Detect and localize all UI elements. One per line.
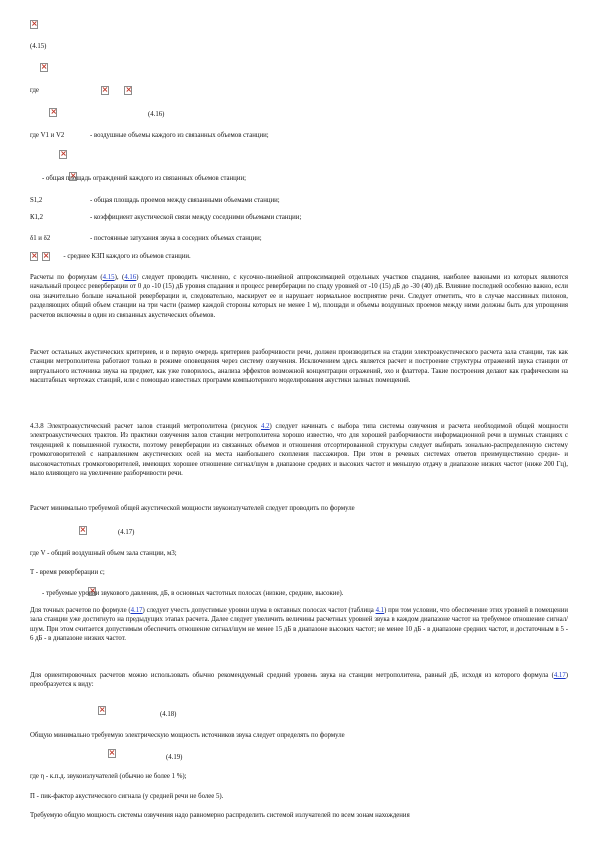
term-name: где V1 и V2 [30, 132, 65, 139]
paragraph: Требуемую общую мощность системы озвучения надо равномерно распределить системой излучателей по всем зонам нахождения [30, 812, 410, 819]
text-run: ) следует проводить численно, с кусочно-линейной аппроксимацией отдельных участков спадания, наиболее важными из которых являются начальный процесс реверберации от 0 до -10 (15) дБ уровня спадания и процесс реверберации по спаду уровней от -10 (15) дБ до -30 (40) дБ. Влияние последней особенно важно, если она значительно больше начальной реверберации и, следовательно, маскирует ее и нарушает нормальное восприятие речи. Следует отметить, что в случае массивных пилонов, разделяющих общий объем станции на три части (размер каждой стороны которых не менее 1 м), площади и объемы воздушных проемов между ними должны быть для упрощения расчетов включены в один из связанных акустических объемов. [30, 274, 568, 319]
symbol-image-placeholder [42, 252, 50, 261]
variable-definition: T - время реверберации с; [30, 569, 105, 576]
paragraph: Общую минимально требуемую электрическую мощность источников звука следует определять по формуле [30, 732, 345, 739]
symbol-image-placeholder [101, 86, 109, 95]
variable-definition: где V - общий воздушный объем зала станции, м3; [30, 550, 177, 557]
equation-number: (4.18) [160, 711, 177, 718]
paragraph [30, 671, 568, 690]
text-run: 4.3.8 Электроакустический расчет залов станций метрополитена (рисунок [30, 423, 258, 430]
where-label [30, 86, 132, 95]
text-run: ) преобразуется к виду: [30, 672, 568, 689]
equation-number: (4.16) [148, 111, 165, 118]
text-run: Для точных расчетов по формуле ( [30, 607, 131, 614]
formula-link[interactable]: 4.17 [130, 607, 143, 614]
formula-image-placeholder [49, 108, 57, 117]
text-run: Для ориентировочных расчетов можно использовать обычно рекомендуемый средний уровень звука на станции метрополитена, равный дБ, исходя из которого формула ( [30, 672, 554, 679]
term-definition: - общая площадь ограждений каждого из связанных объемов станции; [42, 175, 246, 182]
paragraph: Расчет минимально требуемой общей акустической мощности звукоизлучателей следует проводить по формуле [30, 505, 355, 512]
variable-definition: где η - к.п.д. звукоизлучателей (обычно не более 1 %); [30, 773, 187, 780]
text-run: ), ( [114, 274, 125, 281]
table-link[interactable]: 4.1 [375, 607, 385, 614]
figure-link[interactable]: 4.2 [261, 423, 270, 430]
formula-image-placeholder [59, 150, 67, 159]
formula-image-placeholder [30, 20, 38, 29]
variable-definition: П - пик-фактор акустического сигнала (у средней речи не более 5). [30, 793, 224, 800]
paragraph [30, 273, 568, 320]
variable-definition: - требуемые уровни звукового давления, дБ, в основных частотных полосах (низкие, средние, высокие). [42, 590, 344, 597]
formula-image-placeholder [40, 63, 48, 72]
formula-image-placeholder [98, 706, 106, 715]
term-name: К1,2 [30, 214, 44, 221]
formula-link[interactable]: 4.16 [124, 274, 137, 281]
equation-number: (4.15) [30, 43, 47, 50]
term-definition: - постоянные затухания звука в соседних объемах станции; [90, 235, 262, 242]
formula-link[interactable]: 4.15 [102, 274, 115, 281]
term-name: δ1 и δ2 [30, 235, 51, 242]
text-run: ) следует начинать с выбора типа системы озвучения и расчета необходимой общей мощности электроакустических трактов. Из практики озвучения залов станции метрополитена хорошо известно, что для хорошей разборчивости информационной речи в шумных станциях с тенденцией к повышенной гулкости, поэтому реверберации из связанных объемов и отношения отсортированной структуры следует выбирать зонально-распределенную систему громкоговорителей с направлением акустических осей на места наибольшего скопления пассажиров. При этом в речевых системах ответов преимущественно средне- и высокочастотных громкоговорителей, имеющих хорошее отношение сигнал/шум в диапазоне средних и высоких частот и меньшую отдачу в диапазоне низких частот (ниже 200 Гц), мало влияющего на увеличение разборчивости речи. [30, 423, 569, 478]
symbol-image-placeholder [30, 252, 38, 261]
formula-link[interactable]: 4.17 [553, 672, 566, 679]
term-name: S1,2 [30, 197, 43, 204]
term-definition: - общая площадь проемов между связанными объемами станции; [90, 197, 280, 204]
paragraph [30, 422, 568, 478]
paragraph: Расчет остальных акустических критериев, и в первую очередь критериев разборчивости речи, должен производиться на стадии электроакустического расчета зала станции, так как станции метрополитена работают только в режиме оповещения через систему озвучения. Исключением здесь является расчет и построение структуры отражений звука станции от виртуального источника звука на предмет, как уже говорилось, анализа эффектов возможной концентрации отражений, эхо и флаттера. Такие построения делают как графическим на масштабных чертежах станций, или с помощью известных программ компьютерного моделирования акустики залных помещений. [30, 349, 568, 385]
formula-image-placeholder [108, 749, 116, 758]
text-run: ) при том условии, что обеспечение этих уровней в помещении зала станции уже достигнуто на предыдущих этапах расчета. Далее следует увеличить величины расчетных уровней звука в каждом диапазоне частот на требуемое отношение сигнал/шум. При этом считается допустимым обеспечить отношение сигнал/шум не менее 15 дБ в диапазоне высоких частот; не менее 10 дБ - в диапазоне средних частот, и достаточным в 5 - 6 дБ - в диапазоне низких частот. [30, 607, 569, 643]
symbol-image-placeholder [124, 86, 132, 95]
where-text: где [30, 87, 39, 95]
text-run: Расчеты по формулам ( [30, 274, 103, 281]
text-run: ) следует учесть допустимые уровни шума в октавных полосах частот (таблица [142, 607, 374, 614]
ksp-line [30, 252, 191, 261]
equation-number: (4.17) [118, 529, 135, 536]
paragraph [30, 606, 568, 644]
term-definition: - воздушные объемы каждого из связанных объемов станции; [90, 132, 269, 139]
equation-number: (4.19) [166, 754, 183, 761]
term-definition: - коэффициент акустической связи между соседними объемами станции; [90, 214, 302, 221]
term-definition: - среднее КЗП каждого из объемов станции. [63, 253, 191, 261]
formula-image-placeholder [79, 526, 87, 535]
